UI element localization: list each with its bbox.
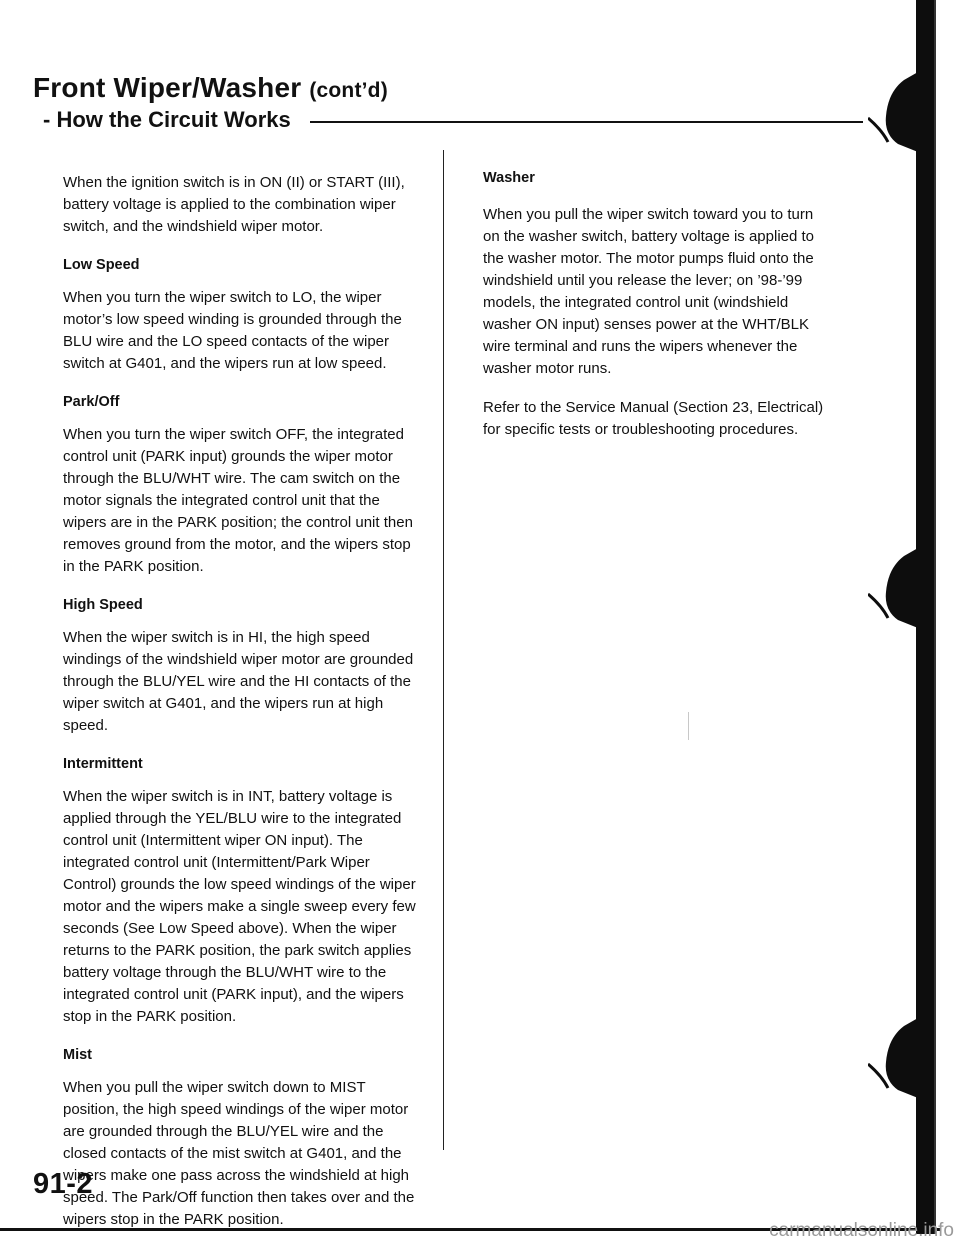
intro-paragraph: When the ignition switch is in ON (II) or START (III), battery voltage is applied to the combination wiper switch, and the windshield wiper motor. (63, 174, 405, 235)
title-suffix: (cont’d) (309, 79, 388, 102)
section-tab-marker-icon (868, 548, 918, 628)
binding-edge-line (934, 0, 936, 1234)
section-body-high-speed: When the wiper switch is in HI, the high speed windings of the windshield wiper motor are grounded through the BLU/YEL wire and the HI contacts of the wiper switch at G401, and the wipers run at high speed. (63, 629, 414, 734)
section-heading-mist: Mist (63, 1047, 92, 1063)
section-body-park-off: When you turn the wiper switch OFF, the integrated control unit (PARK input) grounds the wiper motor through the BLU/WHT wire. The cam switch on the motor signals the integrated control unit that the wipers are in the PARK position; the control unit then removes ground from the motor, and the wipers stop in the PARK position. (63, 426, 413, 575)
page-number: 91-2 (33, 1168, 94, 1200)
section-heading-park-off: Park/Off (63, 394, 120, 410)
section-tab-marker-icon (868, 1018, 918, 1098)
section-body-mist: When you pull the wiper switch down to MIST position, the high speed windings of the wiper motor are grounded through the BLU/YEL wire and the closed contacts of the mist switch at G401, and the wipers make one pass across the windshield at high speed. The Park/Off function then takes over and the wipers stop in the PARK position. (63, 1079, 415, 1228)
page-title (33, 72, 388, 104)
section-heading-high-speed: High Speed (63, 597, 143, 613)
subtitle-row (43, 107, 863, 139)
section-body-low-speed: When you turn the wiper switch to LO, the wiper motor’s low speed winding is grounded through the BLU wire and the LO speed contacts of the wiper switch at G401, and the wipers run at low speed. (63, 289, 402, 372)
binding-edge-bar (916, 0, 936, 1234)
section-heading-washer: Washer (483, 170, 535, 186)
reference-paragraph: Refer to the Service Manual (Section 23, Electrical) for specific tests or troubleshooting procedures. (483, 399, 824, 438)
section-subtitle: - How the Circuit Works (43, 107, 291, 132)
left-column (63, 172, 425, 1248)
scan-mark (688, 712, 689, 740)
title-text: Front Wiper/Washer (33, 72, 302, 103)
section-tab-marker-icon (868, 72, 918, 152)
section-heading-low-speed: Low Speed (63, 257, 140, 273)
section-body-intermittent: When the wiper switch is in INT, battery voltage is applied through the YEL/BLU wire to the integrated control unit (Intermittent wiper ON input). The integrated control unit (Intermittent/Park Wiper Control) grounds the low speed windings of the wiper motor and the wipers make a single sweep every few seconds (See Low Speed above). When the wiper returns to the PARK position, the park switch applies battery voltage through the BLU/WHT wire to the integrated control unit (PARK input), and the wipers stop in the PARK position. (63, 788, 416, 1025)
section-heading-intermittent: Intermittent (63, 756, 143, 772)
column-divider (443, 150, 444, 1150)
washer-paragraph: When you pull the wiper switch toward you to turn on the washer switch, battery voltage is applied to the washer motor. The motor pumps fluid onto the windshield until you release the lever; on ’98-’99 models, the integrated control unit (windshield washer ON input) senses power at the WHT/BLK wire terminal and runs the wipers whenever the washer motor runs. (483, 206, 815, 377)
right-column (483, 168, 833, 458)
subtitle-rule (310, 121, 863, 123)
watermark: carmanualsonline.info (769, 1220, 954, 1241)
